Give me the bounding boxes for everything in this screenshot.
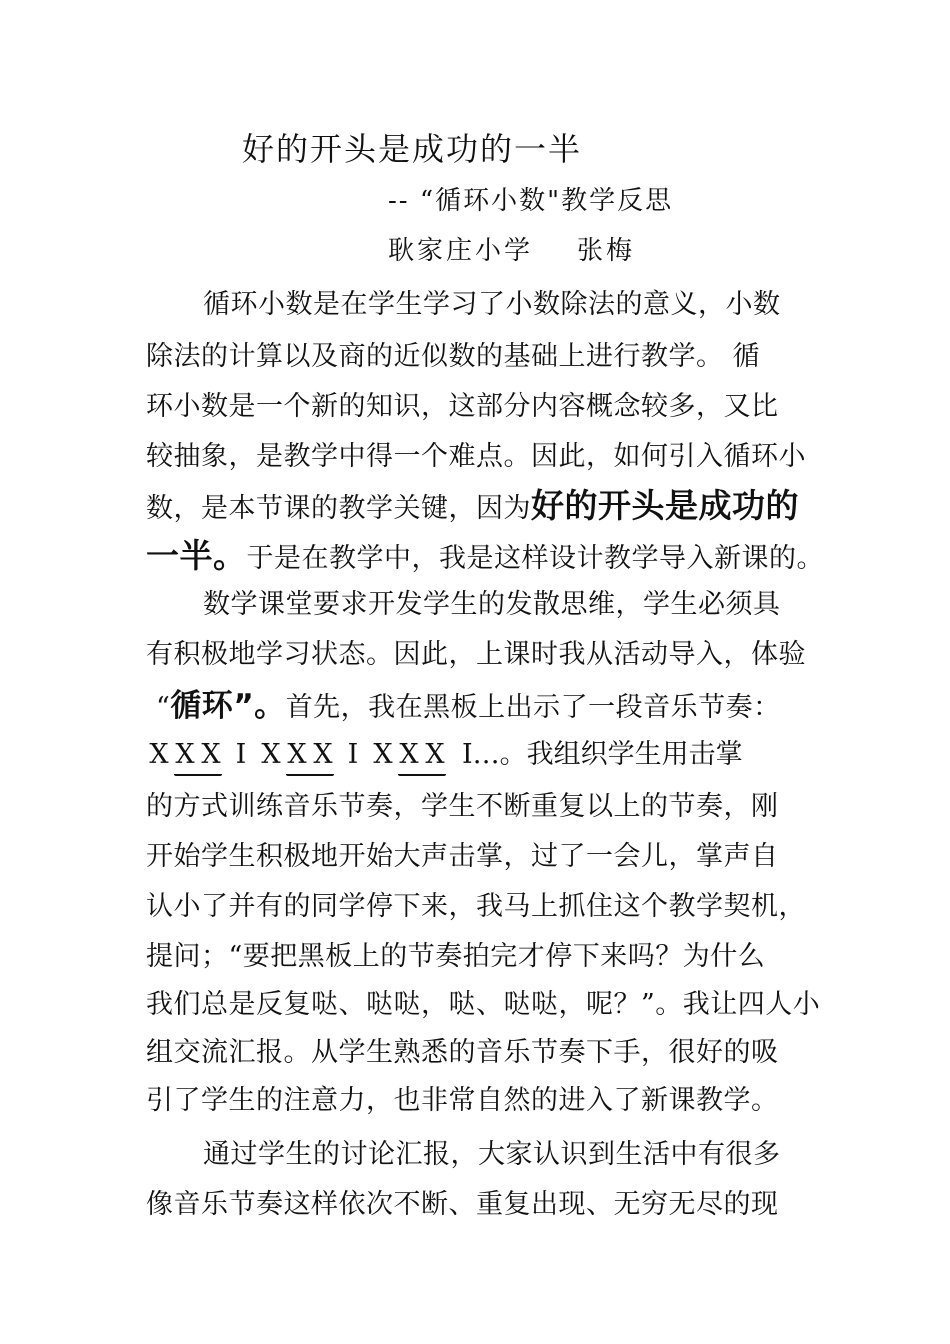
paragraph-1-line-4: 较抽象，是教学中得一个难点。因此，如何引入循环小 [146,441,806,472]
paragraph-1-line-2: 除法的计算以及商的近似数的基础上进行教学。 循 [146,341,761,372]
paragraph-1-line-3: 环小数是一个新的知识，这部分内容概念较多，又比 [146,391,779,422]
rhythm-beam [286,774,334,776]
paragraph-1-line-5 [146,480,799,527]
close-quote: ”。 [233,688,286,724]
paragraph-2-line-7: 认小了并有的同学停下来，我马上抓住这个教学契机， [146,891,806,922]
emphasis-half: 一半。 [146,536,247,575]
paragraph-2-line-9: 我们总是反复哒、哒哒，哒、哒哒，呢？”。我让四人小 [146,989,821,1020]
paragraph-1-line-5-text: 数，是本节课的教学关键，因为 [146,493,531,524]
document-title: 好的开头是成功的一半 [242,130,583,168]
emphasis-cycle: 循环 [170,688,234,724]
paragraph-1-line-6-text: 于是在教学中，我是这样设计教学导入新课的。 [246,543,824,574]
author-school: 耿家庄小学 [388,236,534,266]
rhythm-barline: I [235,739,247,770]
author-line [388,230,635,267]
paragraph-2-line-11: 引了学生的注意力，也非常自然的进入了新课教学。 [146,1085,779,1116]
paragraph-2-line-1: 数学课堂要求开发学生的发散思维，学生必须具 [203,589,781,620]
open-quote: “ [156,692,171,723]
paragraph-3-line-2: 像音乐节奏这样依次不断、重复出现、无穷无尽的现 [146,1189,779,1220]
paragraph-2-line-8: 提问；“要把黑板上的节奏拍完才停下来吗？为什么 [146,941,766,972]
rhythm-note: X [399,739,419,770]
paragraph-2-line-3 [156,680,781,725]
rhythm-note: X [313,739,333,770]
rhythm-beam-group [396,739,448,770]
rhythm-beam-group [284,739,336,770]
music-rhythm-line [146,732,743,771]
document-subtitle: -- “循环小数"教学反思 [388,186,674,216]
rhythm-beam [398,774,446,776]
rhythm-note: X [261,739,281,770]
rhythm-note: X [425,739,445,770]
paragraph-2-line-10: 组交流汇报。从学生熟悉的音乐节奏下手，很好的吸 [146,1037,779,1068]
paragraph-2-line-4-text: 我组织学生用击掌 [526,739,743,770]
paragraph-2-line-3-text: 首先，我在黑板上出示了一段音乐节奏： [285,692,781,723]
paragraph-2-line-6: 开始学生积极地开始大声击掌，过了一会儿，掌声自 [146,841,779,872]
rhythm-note: X [373,739,393,770]
rhythm-note: X [201,739,221,770]
author-name: 张梅 [577,236,636,266]
paragraph-1-line-6 [146,530,824,577]
emphasis-good-start: 好的开头是成功的 [531,486,799,525]
rhythm-note: X [149,739,169,770]
rhythm-note: X [175,739,195,770]
rhythm-note: X [287,739,307,770]
rhythm-beam-group [172,739,224,770]
rhythm-barline: I [347,739,359,770]
paragraph-1-line-1: 循环小数是在学生学习了小数除法的意义，小数 [203,289,781,320]
paragraph-2-line-5: 的方式训练音乐节奏，学生不断重复以上的节奏，刚 [146,791,779,822]
paragraph-3-line-1: 通过学生的讨论汇报，大家认识到生活中有很多 [203,1139,781,1170]
rhythm-end: I…。 [462,739,527,770]
paragraph-2-line-2: 有积极地学习状态。因此，上课时我从活动导入，体验 [146,639,806,670]
rhythm-beam [174,774,222,776]
